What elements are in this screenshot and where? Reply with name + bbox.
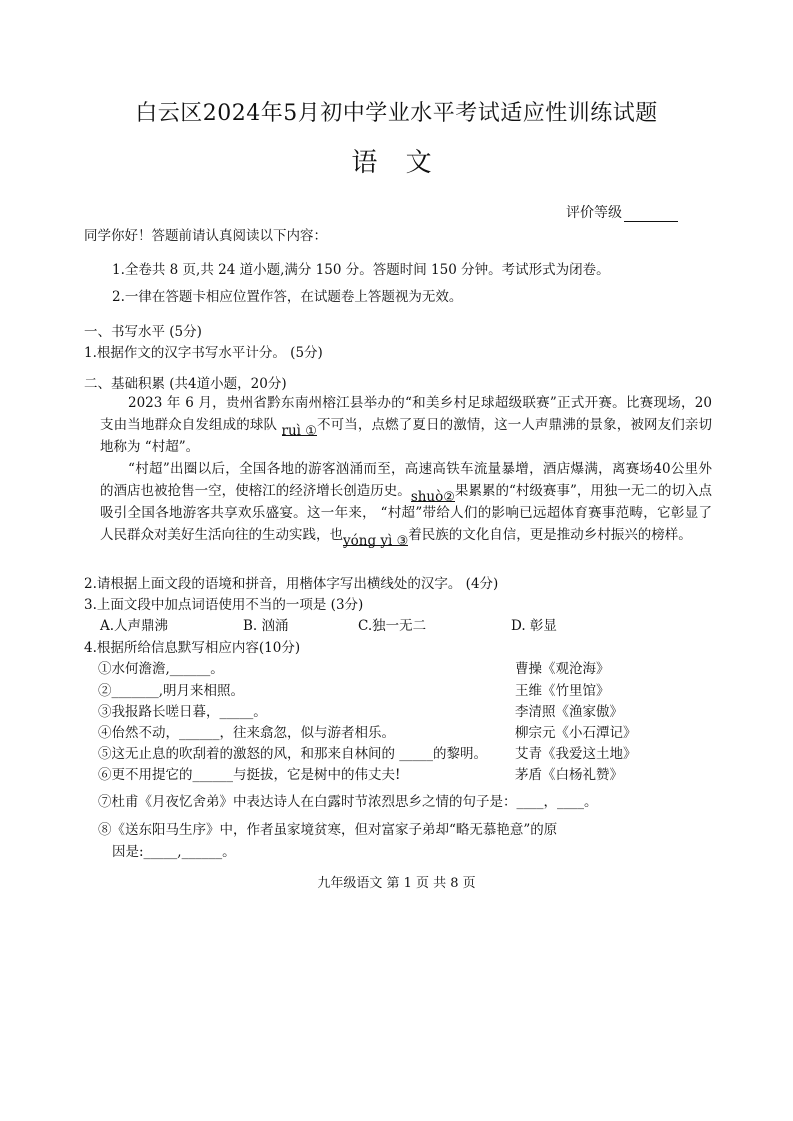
- recite-source-3: 李清照《渔家傲》: [515, 704, 623, 720]
- passage-p2-text-a: “村超”出圈以后，全国各地的游客汹涌而至，高速高铁车流量暴增，酒店爆满，离赛场40公里外的酒店也被抢售一空，使榕江的经济增长创造历史。: [100, 461, 712, 499]
- question-3: 3.上面文段中加点词语使用不当的一项是 (3分): [84, 597, 364, 613]
- pinyin-3: yóng yì: [343, 533, 393, 549]
- notice-item-2: 2.一律在答题卡相应位置作答，在试题卷上答题视为无效。: [112, 289, 463, 305]
- recite-line-5: ⑤这无止息的吹刮着的激怒的风，和那来自林间的 _____的黎明。: [98, 746, 488, 762]
- section1-heading: 一、书写水平 (5分): [84, 324, 202, 340]
- notice-item-1: 1.全卷共 8 页,共 24 道小题,满分 150 分。答题时间 150 分钟。考试形式为闭卷。: [112, 262, 610, 278]
- passage-paragraph-2: [100, 458, 712, 549]
- section2-heading: 二、基础积累 (共4道小题，20分): [84, 376, 287, 392]
- blank-1: [281, 420, 317, 439]
- recite-line-2: ②_______,明月来相照。: [98, 683, 245, 699]
- question-1: 1.根据作文的汉字书写水平计分。 (5分): [84, 345, 323, 361]
- passage-p2-text-c: 着民族的文化自信，更是推动乡村振兴的榜样。: [408, 527, 692, 543]
- recite-line-8a: ⑧《送东阳马生序》中，作者虽家境贫寒，但对富家子弟却“略无慕艳意”的原: [98, 822, 558, 838]
- page-footer: 九年级语文 第 1 页 共 8 页: [317, 876, 476, 891]
- question-2: 2.请根据上面文段的语境和拼音，用楷体字写出横线处的汉字。 (4分): [84, 576, 499, 592]
- subject-title: 语 文: [351, 148, 442, 178]
- blank-3: [343, 530, 409, 549]
- recite-line-1: ①水何澹澹,______。: [98, 661, 224, 677]
- blank-3-number: ③: [396, 534, 409, 549]
- recite-source-1: 曹操《观沧海》: [515, 661, 610, 677]
- recite-line-6: ⑥更不用提它的______与挺拔，它是树中的伟丈夫!: [98, 767, 401, 783]
- option-b: B. 汹涌: [243, 618, 289, 634]
- pinyin-1: ruì: [281, 423, 301, 439]
- grade-blank: [624, 207, 678, 222]
- option-d: D. 彰显: [511, 618, 557, 634]
- option-a: A.人声鼎沸: [100, 618, 169, 634]
- passage-p1-text-b: 不可当，点燃了夏日的激情，这一人声鼎沸的景象，被网友们亲切地称为 “村超”。: [100, 417, 712, 455]
- blank-1-number: ①: [305, 424, 317, 439]
- option-c: C.独一无二: [358, 618, 427, 634]
- pinyin-2: shuò: [410, 489, 444, 505]
- grade-field: [566, 202, 678, 222]
- exam-title: 白云区2024年5月初中学业水平考试适应性训练试题: [135, 101, 658, 126]
- blank-2: [410, 486, 455, 505]
- recite-source-6: 茅盾《白杨礼赞》: [515, 767, 623, 783]
- question-4: 4.根据所给信息默写相应内容(10分): [84, 640, 301, 656]
- recite-source-4: 柳宗元《小石潭记》: [515, 725, 637, 741]
- passage-paragraph-1: [100, 392, 712, 458]
- passage-p1-text-a: 2023 年 6 月，贵州省黔东南州榕江县举办的“和美乡村足球超级联赛”正式开赛。比赛现场，20支由当地群众自发组成的球队: [100, 395, 712, 433]
- notice-greeting: 同学你好！答题前请认真阅读以下内容：: [84, 228, 327, 244]
- grade-label: 评价等级: [566, 205, 622, 221]
- recite-line-7: ⑦杜甫《月夜忆舍弟》中表达诗人在白露时节浓烈思乡之情的句子是：____，____。: [98, 794, 598, 810]
- recite-source-2: 王维《竹里馆》: [515, 683, 610, 699]
- recite-line-8b: 因是:_____,______。: [112, 844, 236, 860]
- blank-2-number: ②: [443, 490, 455, 505]
- recite-source-5: 艾青《我爱这土地》: [515, 746, 637, 762]
- recite-line-4: ④佁然不动，______，往来翕忽，似与游者相乐。: [98, 725, 395, 741]
- passage-p2-text-b: 果累累的“村级赛事”，用独一无二的切入点吸引全国各地游客共享欢乐盛宴。这一年来， “村超”带给人们的影响已远超体育赛事范畴，它彰显了人民群众对美好生活向往的生动实践，也: [100, 483, 712, 543]
- recite-line-3: ③我报路长嗟日暮，_____。: [98, 704, 267, 720]
